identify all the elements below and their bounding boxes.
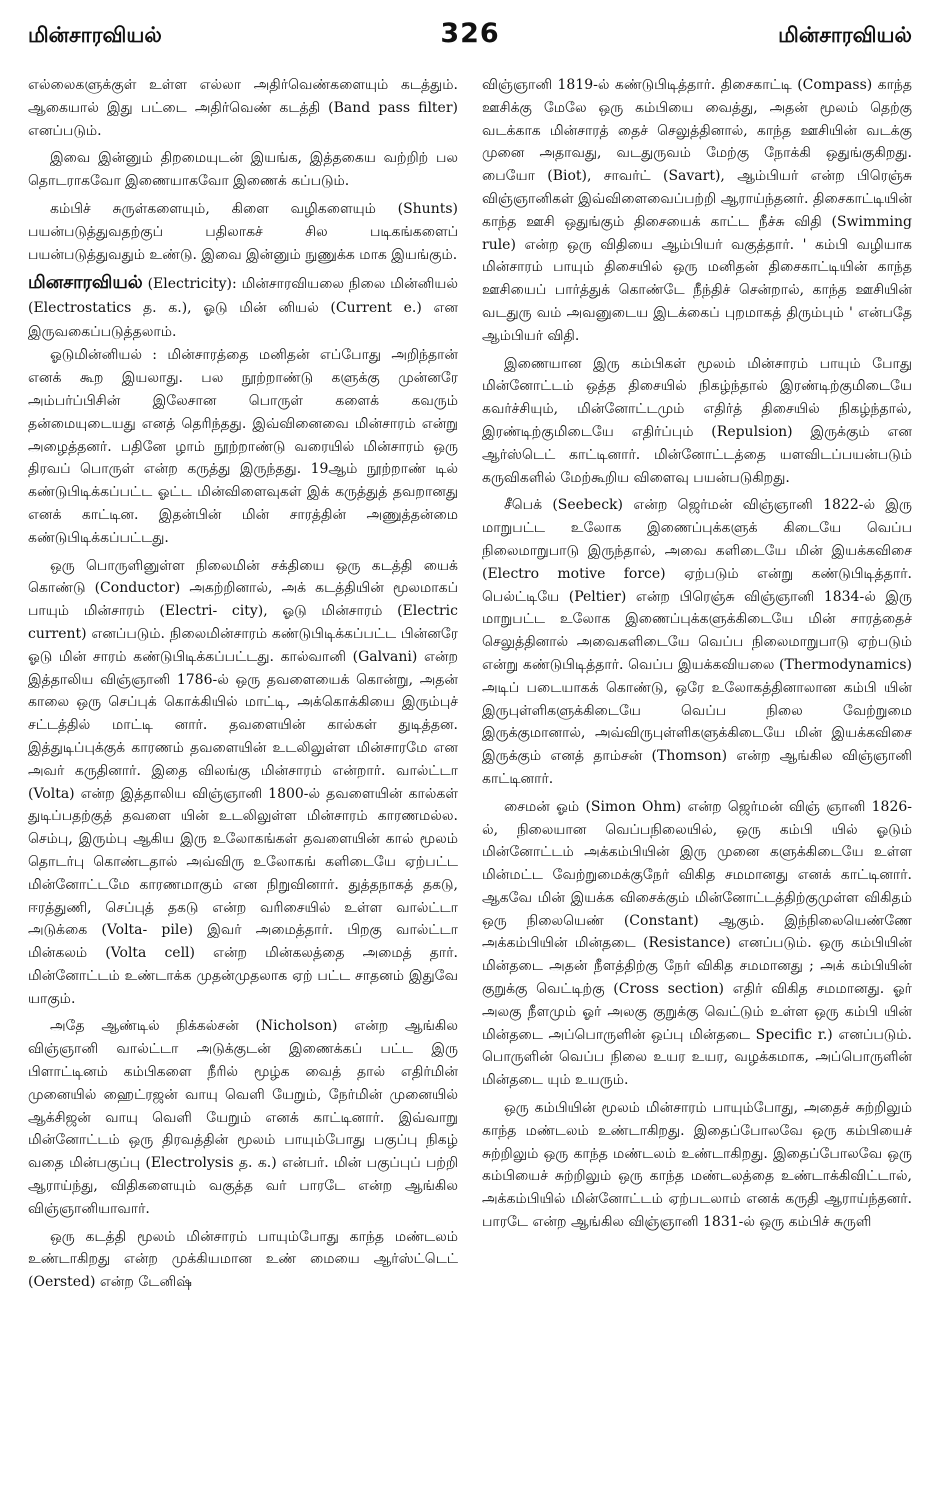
paragraph: கம்பிச் சுருள்களையும், கிளை வழிகளையும் (Shunts) பயன்படுத்துவதற்குப் பதிலாகச் சில படிகங்களைப் பயன்படுத்துவதும் உண்டு. இவை இன்னும் நுணுக்க மாக இயங்கும். xyxy=(28,200,458,263)
paragraph: சைமன் ஓம் (Simon Ohm) என்ற ஜெர்மன் விஞ் ஞானி 1826-ல், நிலையான வெப்பநிலையில், ஒரு கம்பி யில் ஓடும் மின்னோட்டம் அக்கம்பியின் இரு முனை களுக்கிடையே உள்ள மின்மட்ட வேற்றுமைக்குநேர் விகித சமமானது எனக் காட்டினார். ஆகவே மின் இயக்க விசைக்கும் மின்னோட்டத்திற்குமுள்ள விகிதம் ஒரு நிலையெண் (Constant) ஆகும். இந்நிலையெண்ணே அக்கம்பியின் மின்தடை (Resistance) எனப்படும். ஒரு கம்பியின் மின்தடை அதன் நீளத்திற்கு நேர் விகித சமமானது ; அக் கம்பியின் குறுக்கு வெட்டிற்கு (Cross section) எதிர் விகித சமமானது. ஓர் அலகு நீளமும் ஓர் அலகு குறுக்கு வெட்டும் உள்ள ஒரு கம்பி யின் மின்தடை அப்பொருளின் ஒப்பு மின்தடை Specific r.) எனப்படும். பொருளின் வெப்ப நிலை உயர உயர, வழக்கமாக, அப்பொருளின் மின்தடை யும் உயரும். xyxy=(482,798,912,1089)
paragraph: இவை இன்னும் திறமையுடன் இயங்க, இத்தகைய வற்றிற் பல தொடராகவோ இணையாகவோ இணைக் கப்படும். xyxy=(28,150,458,190)
page-header xyxy=(28,18,912,64)
entry-term: மினசாரவியல் xyxy=(28,272,143,294)
paragraph: இணையான இரு கம்பிகள் மூலம் மின்சாரம் பாயும் போது மின்னோட்டம் ஒத்த திசையில் நிகழ்ந்தால் இரண்டிற்குமிடையே கவர்ச்சியும், மின்னோட்டமும் எதிர்த் திசையில் நிகழ்ந்தால், இரண்டிற்குமிடையே எதிர்ப்பும் (Repulsion) இருக்கும் என ஆர்ஸ்டெட் காட்டினார். மின்னோட்டத்தை யளவிடப்பயன்படும் கருவிகளில் மேற்கூறிய விளைவு பயன்படுகிறது. xyxy=(482,355,912,486)
left-column xyxy=(28,74,458,1484)
paragraph: ஒரு பொருளினுள்ள நிலைமின் சக்தியை ஒரு கடத்தி யைக் கொண்டு (Conductor) அகற்றினால், அக் கடத்தியின் மூலமாகப் பாயும் மின்சாரம் (Electri- city), ஓடு மின்சாரம் (Electric current) எனப்படும். நிலைமின்சாரம் கண்டுபிடிக்கப்பட்ட பின்னரே ஓடு மின் சாரம் கண்டுபிடிக்கப்பட்டது. கால்வானி (Galvani) என்ற இத்தாலிய விஞ்ஞானி 1786-ல் ஒரு தவளையைக் கொன்று, அதன் காலை ஒரு செப்புக் கொக்கியில் மாட்டி, அக்கொக்கியை இரும்புச் சட்டத்தில் மாட்டி னார். தவளையின் கால்கள் துடித்தன. இத்துடிப்புக்குக் காரணம் தவளையின் உடலிலுள்ள மின்சாரமே என அவர் கருதினார். இதை விலங்கு மின்சாரம் என்றார். வால்ட்டா (Volta) என்ற இத்தாலிய விஞ்ஞானி 1800-ல் தவளையின் கால்கள் துடிப்பதற்குத் தவளை யின் உடலிலுள்ள மின்சாரம் காரணமல்ல. செம்பு, இரும்பு ஆகிய இரு உலோகங்கள் தவளையின் கால் மூலம் தொடர்பு கொண்டதால் அவ்விரு உலோகங் களிடையே ஏற்பட்ட மின்னோட்டமே காரணமாகும் என நிறுவினார். துத்தநாகத் தகடு, ஈரத்துணி, செப்புத் தகடு என்ற வரிசையில் உள்ள வால்ட்டா அடுக்கை (Volta- pile) இவர் அமைத்தார். பிறகு வால்ட்டா மின்கலம் (Volta cell) என்ற மின்கலத்தை அமைத் தார். மின்னோட்டம் உண்டாக்க முதன்முதலாக ஏற் பட்ட சாதனம் இதுவே யாகும். xyxy=(28,557,458,1007)
page-number: 326 xyxy=(440,18,500,49)
running-title-left: மின்சாரவியல் xyxy=(28,23,162,47)
running-title-right: மின்சாரவியல் xyxy=(778,23,912,47)
entry-heading xyxy=(28,271,458,344)
entry-definition: (Electricity): மின்சாரவியலை நிலை மின்னியல் (Electrostatics த. க.), ஓடு மின் னியல் (Current e.) என இருவகைப்படுத்தலாம். xyxy=(28,276,458,341)
paragraph: ஒரு கடத்தி மூலம் மின்சாரம் பாயும்போது காந்த மண்டலம் உண்டாகிறது என்ற முக்கியமான உண் மையை ஆர்ஸ்ட்டெட் (Oersted) என்ற டேனிஷ் xyxy=(28,1228,458,1291)
paragraph: விஞ்ஞானி 1819-ல் கண்டுபிடித்தார். திசைகாட்டி (Compass) காந்த ஊசிக்கு மேலே ஒரு கம்பியை வைத்து, அதன் மூலம் தெற்கு வடக்காக மின்சாரத் தைச் செலுத்தினால், காந்த ஊசியின் வடக்கு முனை அதாவது, வடதுருவம் மேற்கு நோக்கி ஒதுங்குகிறது. பையோ (Biot), சாவர்ட் (Savart), ஆம்பியர் என்ற பிரெஞ்சு விஞ்ஞானிகள் இவ்விளைவைப்பற்றி ஆராய்ந்தனர். திசைகாட்டியின் காந்த ஊசி ஒதுங்கும் திசையைக் காட்ட நீச்சு விதி (Swimming rule) என்ற ஒரு விதியை ஆம்பியர் வகுத்தார். ' கம்பி வழியாக மின்சாரம் பாயும் திசையில் ஒரு மனிதன் திசைகாட்டியின் காந்த ஊசியைப் பார்த்துக் கொண்டே நீந்திச் சென்றால், காந்த ஊசியின் வடதுரு வம் அவனுடைய இடக்கைப் புறமாகத் திரும்பும் ' என்பதே ஆம்பியர் விதி. xyxy=(482,77,912,344)
paragraph: ஒரு கம்பியின் மூலம் மின்சாரம் பாயும்போது, அதைச் சுற்றிலும் காந்த மண்டலம் உண்டாகிறது. இதைப்போலவே ஒரு கம்பியைச் சுற்றிலும் ஒரு காந்த மண்டலம் உண்டாகிறது. இதைப்போலவே ஒரு கம்பியைச் சுற்றிலும் ஒரு காந்த மண்டலத்தை உண்டாக்கிவிட்டால், அக்கம்பியில் மின்னோட்டம் ஏற்படலாம் எனக் கருதி ஆராய்ந்தனர். பாரடே என்ற ஆங்கில விஞ்ஞானி 1831-ல் ஒரு கம்பிச் சுருளி xyxy=(482,1100,912,1231)
two-column-body xyxy=(28,74,912,1484)
paragraph: ஓடுமின்னியல் : மின்சாரத்தை மனிதன் எப்போது அறிந்தான் எனக் கூற இயலாது. பல நூற்றாண்டு களுக்கு முன்னரே அம்பர்ப்பிசின் இலேசான பொருள் களைக் கவரும் தன்மையுடையது எனத் தெரிந்தது. இவ்வினைவை மின்சாரம் என்று அழைத்தனர். பதினே ழாம் நூற்றாண்டு வரையில் மின்சாரம் ஒரு திரவப் பொருள் என்ற கருத்து இருந்தது. 19ஆம் நூற்றாண் டில் கண்டுபிடிக்கப்பட்ட ஓட்ட மின்விளைவுகள் இக் கருத்துத் தவறானது எனக் காட்டின. இதன்பின் மின் சாரத்தின் அணுத்தன்மை கண்டுபிடிக்கப்பட்டது. xyxy=(28,347,458,546)
paragraph: எல்லைகளுக்குள் உள்ள எல்லா அதிர்வெண்களையும் கடத்தும். ஆகையால் இது பட்டை அதிர்வெண் கடத்தி (Band pass filter) எனப்படும். xyxy=(28,77,458,139)
paragraph: சீபெக் (Seebeck) என்ற ஜெர்மன் விஞ்ஞானி 1822-ல் இரு மாறுபட்ட உலோக இணைப்புக்களுக் கிடையே வெப்ப நிலைமாறுபாடு இருந்தால், அவை களிடையே மின் இயக்கவிசை (Electro motive force) ஏற்படும் என்று கண்டுபிடித்தார். பெல்ட்டியே (Peltier) என்ற பிரெஞ்சு விஞ்ஞானி 1834-ல் இரு மாறுபட்ட உலோக இணைப்புக்களுக்கிடையே மின் சாரத்தைச் செலுத்தினால் அவைகளிடையே வெப்ப நிலைமாறுபாடு ஏற்படும் என்று கண்டுபிடித்தார். வெப்ப இயக்கவியலை (Thermodynamics) அடிப் படையாகக் கொண்டு, ஒரே உலோகத்தினாலான கம்பி யின் இருபுள்ளிகளுக்கிடையே வெப்ப நிலை வேற்றுமை இருக்குமானால், அவ்விருபுள்ளிகளுக்கிடையே மின் இயக்கவிசை இருக்கும் எனத் தாம்சன் (Thomson) என்ற ஆங்கில விஞ்ஞானி காட்டினார். xyxy=(482,497,912,787)
right-column xyxy=(482,74,912,1484)
paragraph: அதே ஆண்டில் நிக்கல்சன் (Nicholson) என்ற ஆங்கில விஞ்ஞானி வால்ட்டா அடுக்குடன் இணைக்கப் பட்ட இரு பிளாட்டினம் கம்பிகளை நீரில் மூழ்க வைத் தால் எதிர்மின் முனையில் ஹைட்ரஜன் வாயு வெளி யேறும், நேர்மின் முனையில் ஆக்சிஜன் வாயு வெளி யேறும் எனக் காட்டினார். இவ்வாறு மின்னோட்டம் ஒரு திரவத்தின் மூலம் பாயும்போது பகுப்பு நிகழ் வதை மின்பகுப்பு (Electrolysis த. க.) என்பர். மின் பகுப்புப் பற்றி ஆராய்ந்து, விதிகளையும் வகுத்த வர் பாரடே என்ற ஆங்கில விஞ்ஞானியாவார். xyxy=(28,1018,458,1217)
